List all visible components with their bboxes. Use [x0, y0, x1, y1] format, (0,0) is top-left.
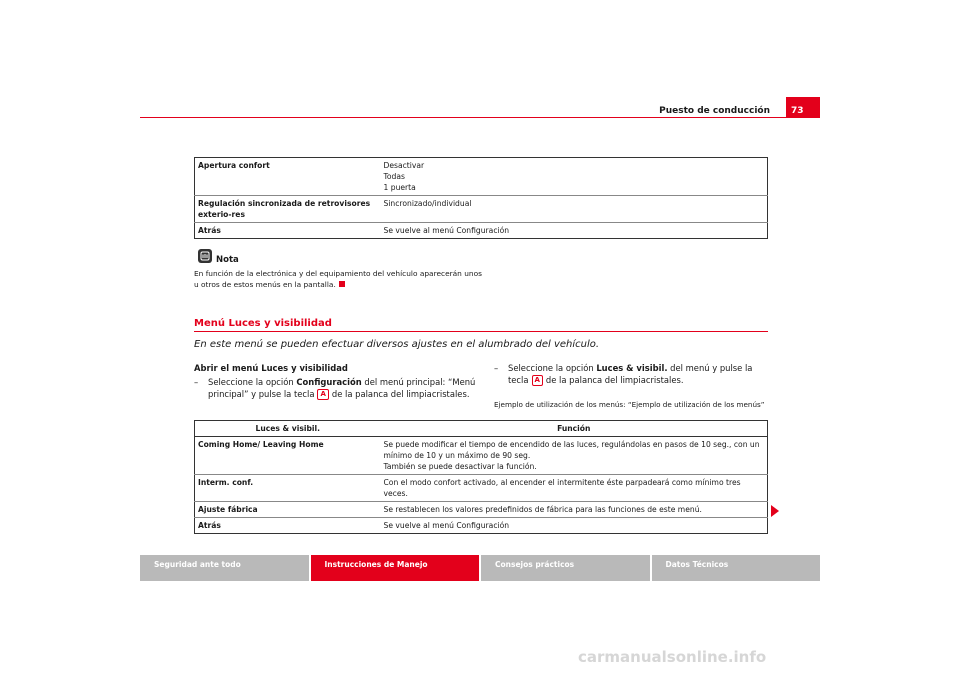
caption: Ejemplo de utilización de los menús: “Ejemplo de utilización de los menús”: [494, 400, 765, 409]
chapter-tab-instrucciones[interactable]: Instrucciones de Manejo: [311, 555, 480, 581]
table-header-cell: Función: [381, 421, 768, 437]
watermark: carmanualsonline.info: [578, 648, 767, 666]
chapter-nav: [140, 555, 820, 581]
instruction-text: [208, 376, 476, 400]
table-cell-value: [381, 437, 768, 475]
table-row: [195, 196, 768, 223]
table-header-cell: Luces & visibil.: [195, 421, 381, 437]
section-divider: [194, 331, 768, 332]
chapter-tab-datos[interactable]: Datos Técnicos: [652, 555, 821, 581]
subsection-heading: Abrir el menú Luces y visibilidad: [194, 363, 348, 373]
table-cell-key: Regulación sincronizada de retrovisores exterio-res: [195, 196, 381, 223]
note-title: Nota: [216, 255, 239, 265]
table-row: [195, 223, 768, 239]
table-header-row: [195, 421, 768, 437]
note-icon: [198, 249, 212, 263]
settings-table-comfort: [194, 157, 768, 239]
table-cell-key: Atrás: [198, 521, 221, 530]
table-row: [195, 158, 768, 196]
chapter-tab-consejos[interactable]: Consejos prácticos: [481, 555, 650, 581]
table-cell-line: Todas: [383, 172, 405, 181]
note-body: En función de la electrónica y del equipamiento del vehículo aparecerán unos u otros de estos menús en la pantalla.: [194, 269, 482, 289]
chapter-tab-seguridad[interactable]: Seguridad ante todo: [140, 555, 309, 581]
step-text: de la palanca del limpiacristales.: [331, 389, 470, 399]
note-text: [194, 268, 484, 290]
table-cell-value: Se vuelve al menú Configuración: [383, 521, 510, 530]
instruction-text: [508, 362, 770, 386]
key-a-icon: A: [317, 389, 328, 400]
table-cell-key: Apertura confort: [195, 158, 381, 196]
table-cell-line: Desactivar: [383, 161, 425, 170]
table-cell-key: Atrás: [198, 226, 221, 235]
page-number: 73: [786, 97, 820, 118]
header-divider: [140, 117, 820, 118]
table-cell-key: Coming Home/ Leaving Home: [195, 437, 381, 475]
table-cell-value: [381, 158, 768, 196]
end-of-section-icon: [339, 281, 345, 287]
table-cell-value: Sincronizado/individual: [381, 196, 768, 223]
left-column: [194, 362, 476, 400]
list-dash: –: [494, 363, 499, 373]
right-column: [494, 362, 770, 386]
table-cell-line: También se puede desactivar la función.: [383, 462, 537, 471]
table-cell-value: Se restablecen los valores predefinidos de fábrica para las funciones de este menú.: [381, 502, 768, 518]
key-a-icon: A: [532, 375, 543, 386]
table-cell-line: Se puede modificar el tiempo de encendido de las luces, regulándolas en pasos de 10 seg., con un mínimo de 10 y un máximo de 90 seg.: [383, 440, 760, 460]
table-cell-key: Interm. conf.: [195, 475, 381, 502]
instruction-step: [194, 376, 476, 400]
step-menu-option: Configuración: [296, 377, 362, 387]
step-menu-option: Luces & visibil.: [596, 363, 668, 373]
step-text: del menú y pulse la tecla: [508, 363, 753, 385]
section-title: Menú Luces y visibilidad: [194, 318, 332, 329]
section-subtitle: En este menú se pueden efectuar diversos ajustes en el alumbrado del vehículo.: [194, 339, 600, 350]
table-cell-key: Ajuste fábrica: [195, 502, 381, 518]
step-text: Seleccione la opción: [208, 377, 294, 387]
table-row: [195, 502, 768, 518]
next-page-arrow-icon[interactable]: [771, 505, 779, 517]
page-header-title: Puesto de conducción: [659, 106, 770, 116]
table-cell-line: 1 puerta: [383, 183, 416, 192]
list-dash: –: [194, 377, 199, 387]
step-text: Seleccione la opción: [508, 363, 594, 373]
step-text: del menú principal: “Menú principal” y pulse la tecla: [208, 377, 476, 399]
table-row: [195, 518, 768, 534]
table-cell-value: Con el modo confort activado, al encender el intermitente éste parpadeará como mínimo tres veces.: [381, 475, 768, 502]
table-row: [195, 437, 768, 475]
step-text: de la palanca del limpiacristales.: [545, 375, 684, 385]
instruction-step: [494, 362, 770, 386]
table-row: [195, 475, 768, 502]
table-cell-value: Se vuelve al menú Configuración: [383, 226, 510, 235]
settings-table-lights: [194, 420, 768, 534]
